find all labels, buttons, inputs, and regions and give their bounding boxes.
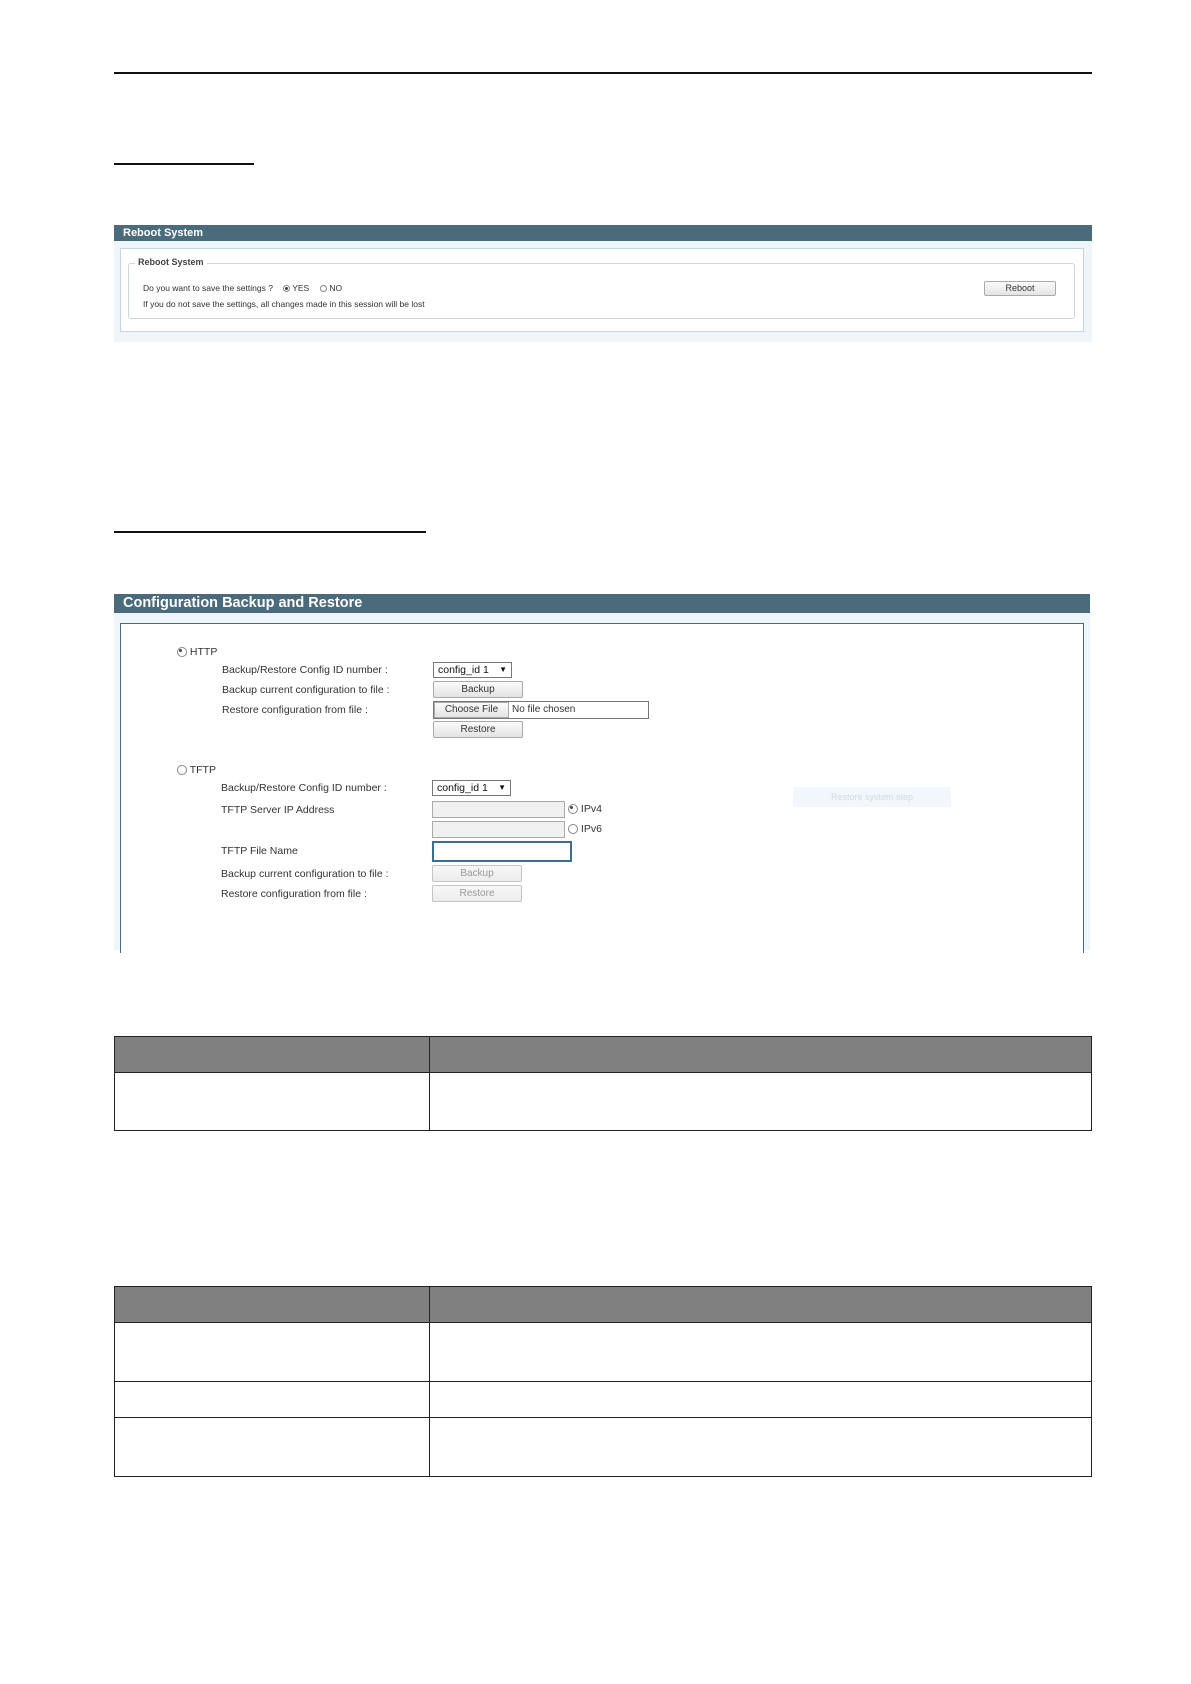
ipv4-radio[interactable] xyxy=(568,804,578,814)
chevron-down-icon: ▼ xyxy=(499,665,507,674)
save-yes-radio[interactable] xyxy=(283,285,290,292)
http-restore-button[interactable]: Restore xyxy=(433,721,523,738)
tftp-option[interactable] xyxy=(177,764,216,776)
table-row xyxy=(115,1323,1092,1382)
config-panel-header: Configuration Backup and Restore xyxy=(114,594,1090,613)
chevron-down-icon: ▼ xyxy=(498,783,506,792)
http-backup-label: Backup current configuration to file : xyxy=(222,684,390,696)
table-cell xyxy=(115,1382,430,1418)
table-cell xyxy=(115,1418,430,1477)
table-cell xyxy=(115,1073,430,1131)
table-cell xyxy=(430,1323,1092,1382)
reboot-fieldset-legend: Reboot System xyxy=(135,257,207,267)
reboot-panel-header: Reboot System xyxy=(114,225,1092,241)
table-cell xyxy=(430,1073,1092,1131)
no-file-chosen-text: No file chosen xyxy=(512,704,576,715)
ipv4-option[interactable] xyxy=(568,803,602,815)
reboot-button[interactable]: Reboot xyxy=(984,281,1056,296)
http-radio[interactable] xyxy=(177,647,187,657)
tftp-config-id-value: config_id 1 xyxy=(437,782,488,794)
http-option[interactable] xyxy=(177,646,217,658)
tftp-restore-button[interactable]: Restore xyxy=(432,885,522,902)
tftp-backup-label: Backup current configuration to file : xyxy=(221,868,389,880)
ipv6-option[interactable] xyxy=(568,823,602,835)
tftp-file-name-input[interactable] xyxy=(432,841,572,862)
section-heading-underline-2 xyxy=(114,531,426,533)
tftp-radio[interactable] xyxy=(177,765,187,775)
http-backup-button[interactable]: Backup xyxy=(433,681,523,698)
table-cell xyxy=(430,1418,1092,1477)
tftp-server-ip-label: TFTP Server IP Address xyxy=(221,804,335,816)
ipv6-radio[interactable] xyxy=(568,824,578,834)
save-yes-option[interactable] xyxy=(283,283,309,293)
table-header-cell xyxy=(430,1037,1092,1073)
faded-overlay-button: Restore system step xyxy=(793,787,951,807)
http-config-id-label: Backup/Restore Config ID number : xyxy=(222,664,388,676)
ipv4-label: IPv4 xyxy=(580,803,602,815)
ipv4-address-input[interactable] xyxy=(432,801,565,818)
table-header-cell xyxy=(115,1037,430,1073)
http-label: HTTP xyxy=(189,646,218,658)
choose-file-button[interactable]: Choose File xyxy=(434,702,509,718)
table-row xyxy=(115,1073,1092,1131)
table-row xyxy=(115,1418,1092,1477)
table-row xyxy=(115,1382,1092,1418)
ipv6-label: IPv6 xyxy=(580,823,602,835)
ipv6-address-input[interactable] xyxy=(432,821,565,838)
save-settings-question: Do you want to save the settings ? xyxy=(143,283,273,293)
section-heading-underline-1 xyxy=(114,163,254,165)
table-header-cell xyxy=(430,1287,1092,1323)
page-top-rule xyxy=(114,72,1092,74)
table-header-row xyxy=(115,1287,1092,1323)
description-table-1 xyxy=(114,1036,1092,1131)
tftp-config-id-label: Backup/Restore Config ID number : xyxy=(221,782,387,794)
table-header-row xyxy=(115,1037,1092,1073)
file-chooser[interactable] xyxy=(433,701,649,719)
save-yes-label: YES xyxy=(292,283,310,293)
table-header-cell xyxy=(115,1287,430,1323)
save-no-label: NO xyxy=(329,283,343,293)
tftp-backup-button[interactable]: Backup xyxy=(432,865,522,882)
table-cell xyxy=(430,1382,1092,1418)
description-table-2 xyxy=(114,1286,1092,1477)
table-cell xyxy=(115,1323,430,1382)
tftp-label: TFTP xyxy=(189,764,216,776)
http-config-id-value: config_id 1 xyxy=(438,664,489,676)
http-restore-label: Restore configuration from file : xyxy=(222,704,368,716)
save-no-radio[interactable] xyxy=(320,285,327,292)
save-no-option[interactable] xyxy=(320,283,342,293)
http-config-id-select[interactable] xyxy=(433,662,512,678)
unsaved-changes-note: If you do not save the settings, all changes made in this session will be lost xyxy=(143,299,425,309)
tftp-restore-label: Restore configuration from file : xyxy=(221,888,367,900)
tftp-file-name-label: TFTP File Name xyxy=(221,845,298,857)
tftp-config-id-select[interactable] xyxy=(432,780,511,796)
